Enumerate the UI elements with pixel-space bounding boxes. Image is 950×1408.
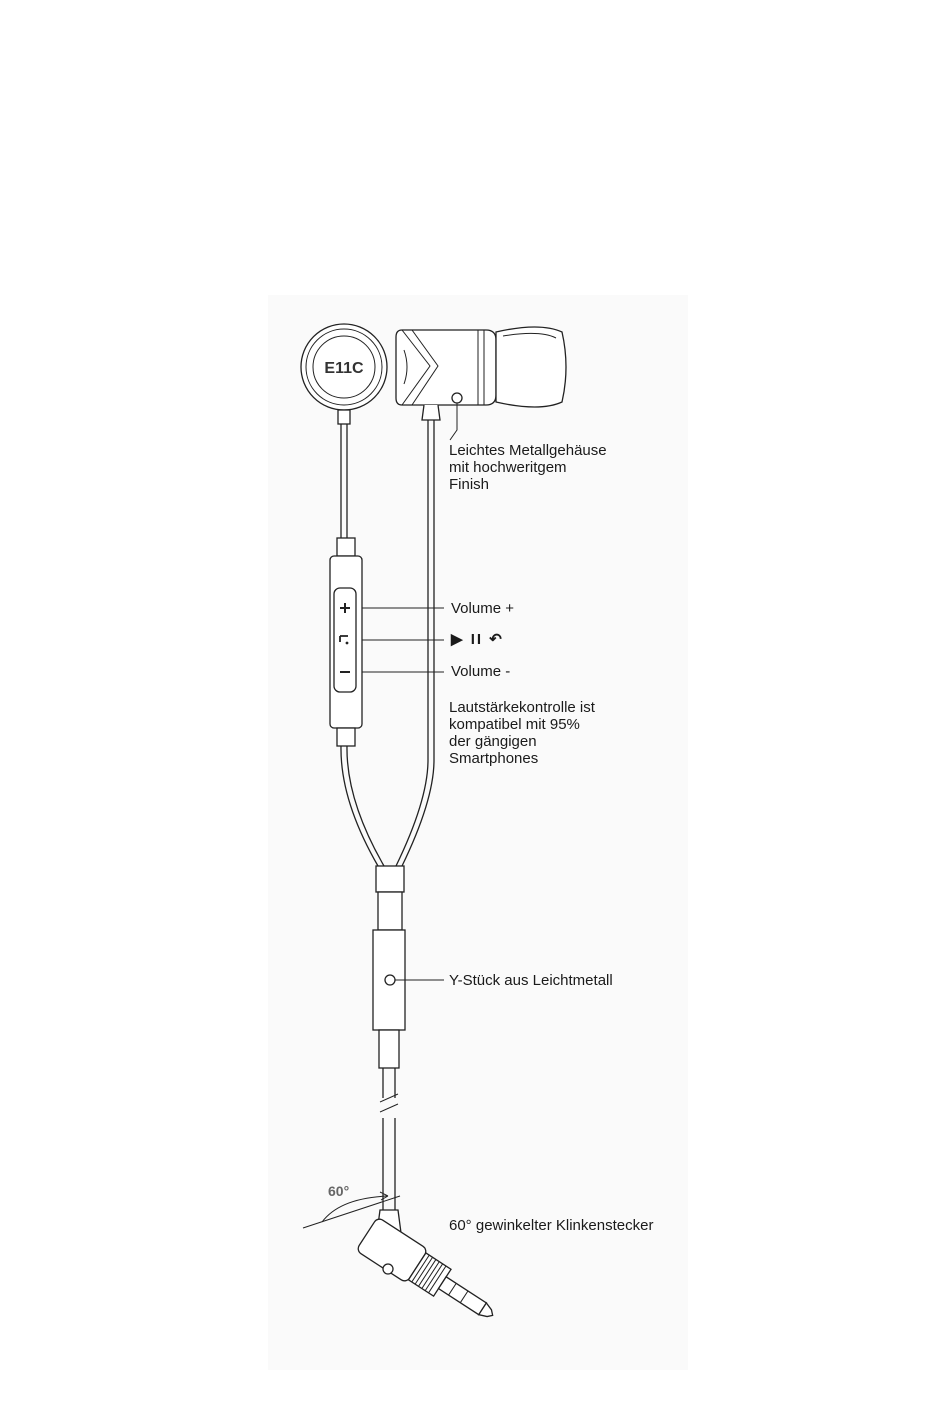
plug-label: 60° gewinkelter Klinkenstecker (449, 1217, 654, 1234)
compat-label: Lautstärkekontrolle ist kompatibel mit 95% der gängigen Smartphones (449, 699, 595, 767)
housing-callout-dot (452, 393, 462, 403)
housing-label: Leichtes Metallgehäuse mit hochweritgem Finish (449, 442, 607, 493)
volume-down-label: Volume - (451, 663, 511, 680)
inline-remote (330, 538, 362, 746)
angle-label: 60° (328, 1183, 350, 1199)
model-badge: E11C (324, 360, 364, 377)
play-pause-call-label: ▶ II ↶ (451, 631, 504, 648)
ystueck-label: Y-Stück aus Leichtmetall (449, 972, 613, 989)
volume-up-label: Volume + (451, 600, 514, 617)
